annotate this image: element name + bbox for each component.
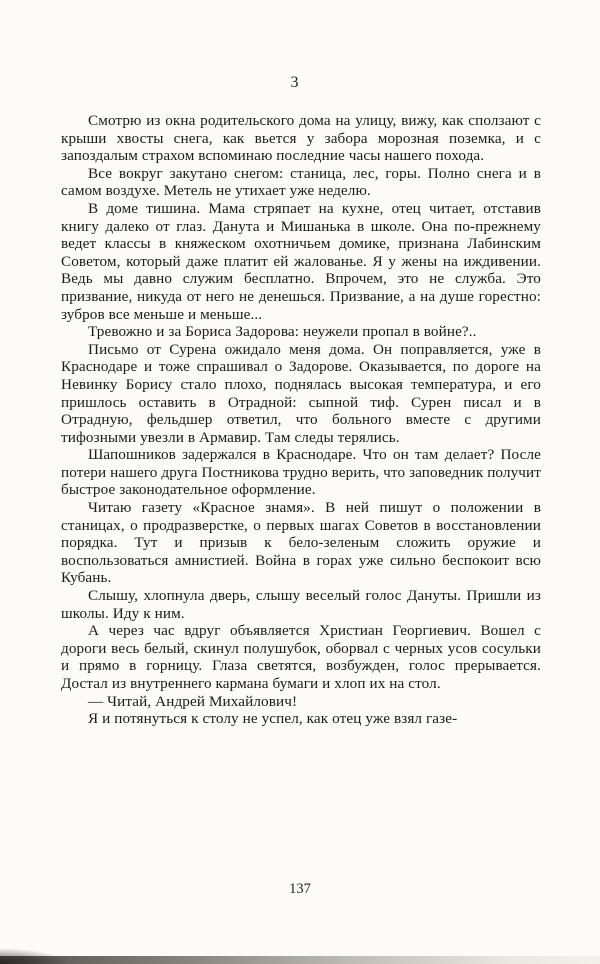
paragraph: А через час вдруг объявляется Христиан Георгиевич. Вошел с дороги весь белый, скинул полушубок, оборвал с черных усов сосульки и прямо в горницу. Глаза светятся, возбужден, голос прерывается. Достал из внутреннего кармана бумаги и хлоп их на стол.: [61, 622, 541, 692]
chapter-number: 3: [290, 74, 300, 91]
page-text-block: [61, 112, 541, 728]
paragraph-dialogue: — Читай, Андрей Михайлович!: [88, 692, 298, 710]
paragraph: Тревожно и за Бориса Задорова: неужели пропал в войне?..: [88, 323, 477, 341]
paragraph: Слышу, хлопнула дверь, слышу веселый голос Дануты. Пришли из школы. Иду к ним.: [61, 587, 541, 622]
scan-corner-shadow: [0, 948, 70, 964]
paragraph: Шапошников задержался в Краснодаре. Что он там делает? После потери нашего друга Постникова трудно верить, что заповедник получит быстрое законодательное оформление.: [61, 446, 541, 499]
paragraph: Смотрю из окна родительского дома на улицу, вижу, как сползают с крыши хвосты снега, как вьется у забора морозная поземка, и с запоздалым страхом вспоминаю последние часы нашего похода.: [61, 112, 541, 165]
paragraph: Читаю газету «Красное знамя». В ней пишут о положении в станицах, о продразверстке, о первых шагах Советов в восстановлении порядка. Тут и призыв к бело-зеленым сложить оружие и воспользоваться амнистией. Война в горах уже сильно беспокоит всю Кубань.: [61, 499, 541, 587]
paragraph: В доме тишина. Мама стряпает на кухне, отец читает, отставив книгу далеко от глаз. Данута и Мишанька в школе. Она по-прежнему ведет классы в княжеском охотничьем домике, признана Лабинским Советом, который даже платит ей жалованье. Я у жены на иждивении. Ведь мы давно служим бесплатно. Впрочем, это не служба. Это призвание, никуда от него не денешься. Призвание, а на душе горестно: зубров все меньше и меньше...: [61, 199, 541, 323]
scan-edge-shadow: [0, 956, 600, 964]
paragraph: Письмо от Сурена ожидало меня дома. Он поправляется, уже в Краснодаре и тоже спрашивал о Задорове. Оказывается, по дороге на Невинку Борису стало плохо, поднялась высокая температура, и его пришлось оставить в Отрадной: сыпной тиф. Сурен писал и в Отрадную, фельдшер ответил, что больного вместе с другими тифозными увезли в Армавир. Там следы терялись.: [61, 340, 541, 446]
paragraph: Все вокруг закутано снегом: станица, лес, горы. Полно снега и в самом воздухе. Метель не утихает уже неделю.: [61, 164, 541, 200]
paragraph: Я и потянуться к столу не успел, как отец уже взял газе-: [88, 710, 458, 728]
page-number: 137: [289, 881, 311, 897]
